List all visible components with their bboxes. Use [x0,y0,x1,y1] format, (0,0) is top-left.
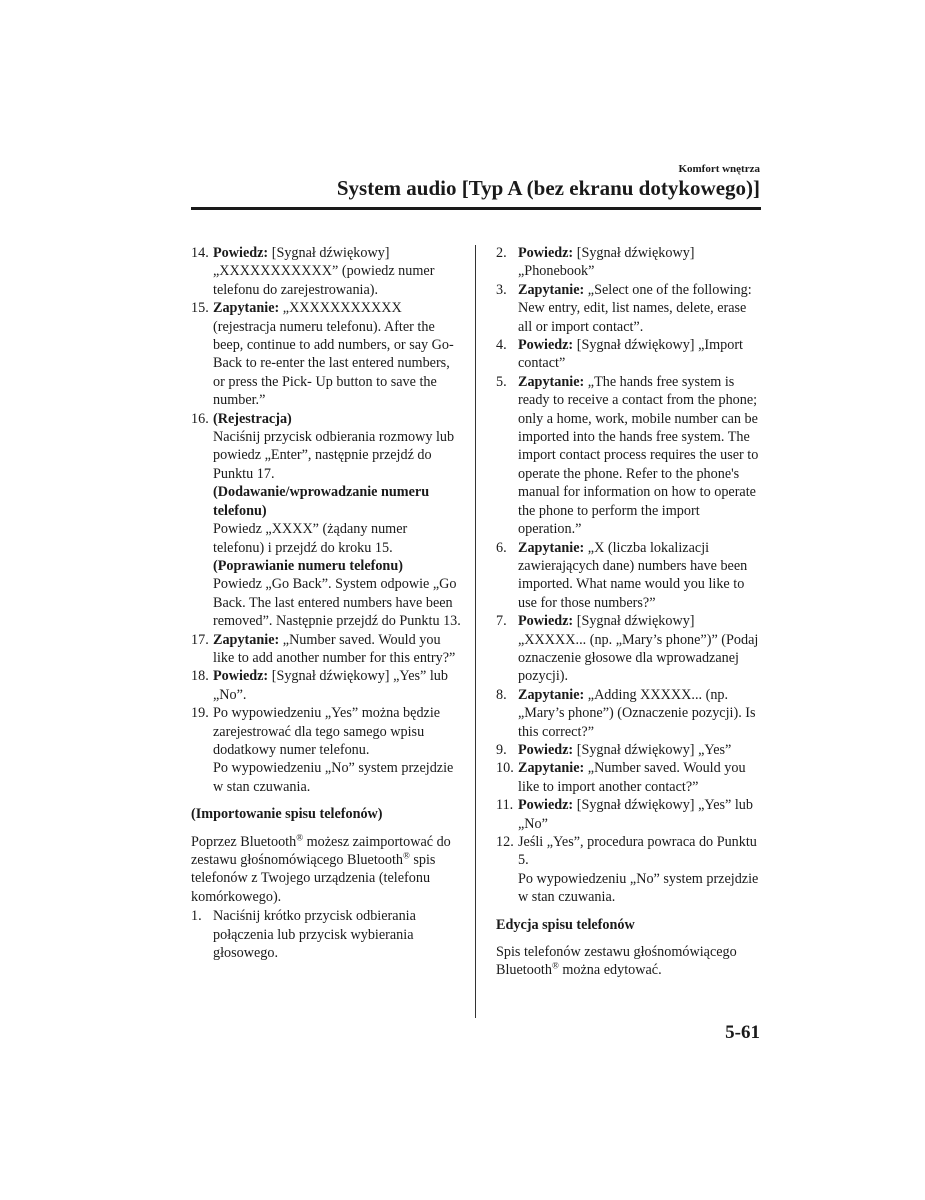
steps-list-left [191,244,461,796]
item-number: 8. [496,686,507,703]
item-number: 6. [496,539,507,556]
list-item [191,410,461,631]
edit-paragraph [496,943,762,980]
item-number: 19. [191,705,209,722]
sub-heading: (Rejestracja) [213,410,292,427]
item-text: „The hands free system is ready to receive a contact from the phone; only a home, work, mobile number can be imported into the hands free system. The import contact process requires the user to operate the phone. Refer to the phone's manual for information on how to operate the phone to perform the import operation.” [518,373,759,538]
item-label: Powiedz: [518,337,574,354]
item-label: Powiedz: [213,245,269,261]
item-text: Po wypowiedzeniu „Yes” można będzie zarejestrować dla tego samego wpisu dodatkowy numer telefonu. [213,705,441,758]
item-number: 12. [496,834,514,850]
list-item [191,631,461,668]
registered-mark: ® [402,850,410,861]
item-label: Zapytanie: [518,686,585,703]
item-text: „Select one of the following: New entry, edit, list names, delete, erase all or import contact”. [518,281,752,335]
section-label: Komfort wnętrza [678,163,760,175]
item-text: Powiedz „XXXX” (żądany numer telefonu) i przejdź do kroku 15. [213,521,408,556]
sub-heading: (Dodawanie/wprowadzanie numeru telefonu) [213,484,430,519]
list-item [496,281,762,336]
item-text: „XXXXXXXXXXX (rejestracja numeru telefonu). After the beep, continue to add numbers, or say Go-Back to re-enter the last entered numbers, or press the Pick- Up button to save the number.” [213,300,454,409]
list-item [191,704,461,796]
item-text: Po wypowiedzeniu „No” system przejdzie w stan czuwania. [518,870,759,906]
item-label: Zapytanie: [518,539,585,556]
item-text: „X (liczba lokalizacji zawierających dane) numbers have been imported. What name would you like to use for those numbers?” [518,539,748,611]
item-number: 14. [191,245,209,261]
item-text: Powiedz „Go Back”. System odpowie „Go Back. The last entered numbers have been removed”. Następnie przejdź do Punktu 13. [213,576,461,630]
item-text: „Adding XXXXX... (np. „Mary’s phone”) (Oznaczenie pozycji). Is this correct?” [518,686,756,740]
header-rule [191,207,761,210]
item-label: Powiedz: [213,668,269,685]
item-label: Powiedz: [518,245,574,261]
list-item [496,336,762,373]
paragraph-text: Poprzez Bluetooth [191,833,297,850]
list-item [191,299,461,409]
paragraph-text: Spis telefonów zestawu głośnomówiącego Bluetooth [496,944,737,979]
item-label: Powiedz: [518,613,574,630]
paragraph-text: spis telefonów z Twojego urządzenia (telefonu komórkowego). [191,852,436,905]
list-item [191,244,461,299]
item-number: 5. [496,373,507,390]
list-item [496,539,762,613]
item-text: [Sygnał dźwiękowy] „Yes” lub „No” [518,797,753,832]
page-number: 5-61 [725,1022,760,1043]
registered-mark: ® [296,831,304,842]
steps-list-left-2 [191,907,461,962]
list-item [191,907,461,962]
list-item [496,244,762,281]
item-text: Jeśli „Yes”, procedura powraca do Punktu 5. [518,834,757,869]
import-heading: (Importowanie spisu telefonów) [191,806,383,823]
right-column [496,244,762,980]
item-label: Zapytanie: [213,631,280,648]
sub-heading: (Poprawianie numeru telefonu) [213,557,403,574]
item-number: 16. [191,410,209,427]
list-item [191,667,461,704]
item-number: 3. [496,281,507,298]
item-number: 15. [191,300,209,317]
left-column [191,244,461,962]
item-text: [Sygnał dźwiękowy] „Yes” [573,741,732,758]
item-text: [Sygnał dźwiękowy] „XXXXXXXXXXX” (powiedz numer telefonu do zarejestrowania). [213,245,435,298]
item-text: [Sygnał dźwiękowy] „Phonebook” [518,245,695,280]
item-label: Powiedz: [518,741,574,758]
list-item [496,796,762,833]
item-number: 10. [496,760,514,777]
column-divider [475,245,476,1018]
item-text: [Sygnał dźwiękowy] „Yes” lub „No”. [213,668,448,703]
item-label: Zapytanie: [518,281,585,298]
item-text: Naciśnij przycisk odbierania rozmowy lub powiedz „Enter”, następnie przejdź do Punktu 17. [213,429,455,482]
page-title: System audio [Typ A (bez ekranu dotykowego)] [336,176,760,200]
item-label: Powiedz: [518,797,574,814]
list-item [496,759,762,796]
item-label: Zapytanie: [518,760,585,777]
item-number: 4. [496,337,507,354]
list-item [496,741,762,759]
item-number: 2. [496,245,507,261]
item-text: [Sygnał dźwiękowy] „XXXXX... (np. „Mary’s phone”)” (Podaj oznaczenie głosowe dla wprowadzanej pozycji). [518,613,759,685]
item-text: Po wypowiedzeniu „No” system przejdzie w stan czuwania. [213,760,454,795]
steps-list-right [496,244,762,907]
item-text: [Sygnał dźwiękowy] „Import contact” [518,337,743,372]
item-number: 9. [496,741,507,758]
list-item [496,833,762,907]
item-label: Zapytanie: [518,373,585,390]
list-item [496,686,762,741]
item-text: „Number saved. Would you like to add another number for this entry?” [213,631,456,666]
list-item [496,373,762,539]
item-number: 11. [496,797,514,814]
item-label: Zapytanie: [213,300,280,317]
list-item [496,612,762,686]
paragraph-text: można edytować. [558,962,662,979]
import-paragraph [191,833,461,907]
item-number: 1. [191,908,202,925]
edit-heading: Edycja spisu telefonów [496,916,635,933]
paragraph-text: możesz zaimportować do zestawu głośnomówiącego Bluetooth [191,833,451,868]
item-number: 18. [191,668,209,685]
item-text: „Number saved. Would you like to import another contact?” [518,760,746,795]
registered-mark: ® [551,960,559,971]
item-number: 7. [496,613,507,630]
item-number: 17. [191,631,209,648]
item-text: Naciśnij krótko przycisk odbierania połączenia lub przycisk wybierania głosowego. [213,908,416,962]
